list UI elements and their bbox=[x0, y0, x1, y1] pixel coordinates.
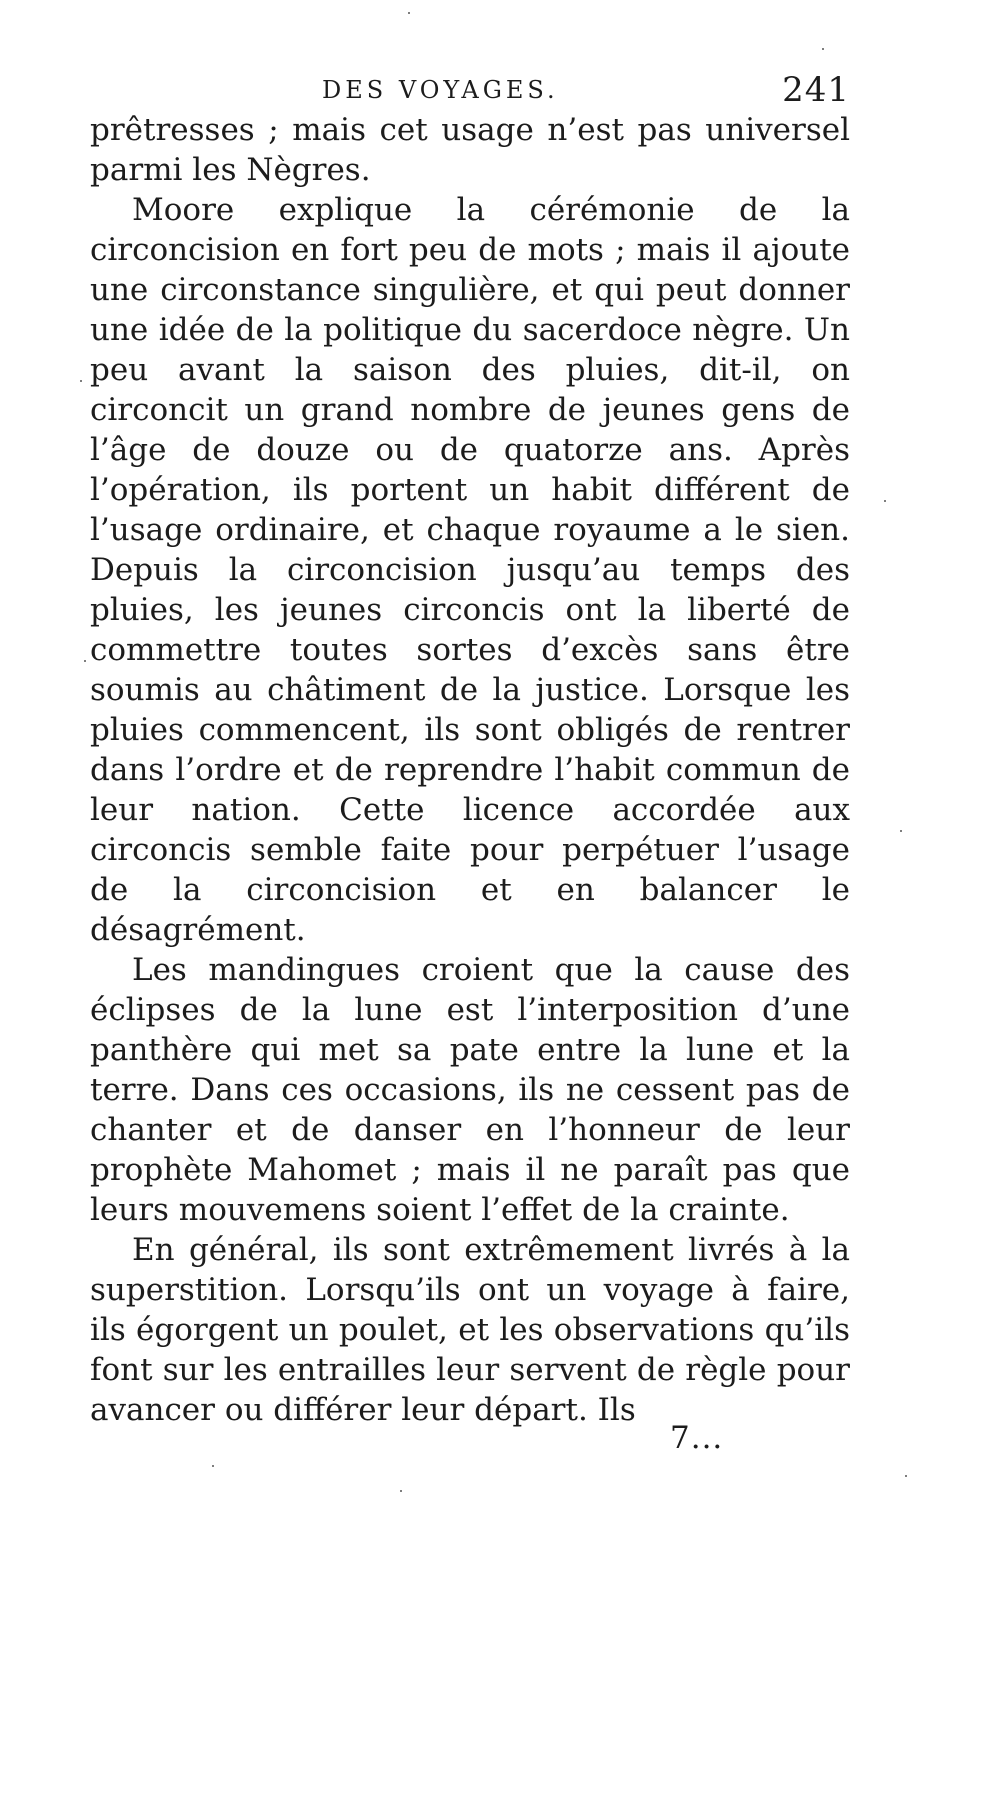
running-title: DES VOYAGES. bbox=[322, 76, 559, 104]
paper-speck bbox=[905, 1475, 907, 1477]
paper-speck bbox=[212, 1465, 214, 1467]
paper-speck bbox=[400, 1490, 402, 1492]
running-head bbox=[90, 70, 850, 110]
page-number: 241 bbox=[782, 70, 850, 110]
paper-speck bbox=[84, 660, 86, 662]
paper-speck bbox=[884, 500, 886, 502]
paper-speck bbox=[900, 830, 902, 832]
paragraph-eclipses: Les mandingues croient que la cause des éclipses de la lune est l’interposition d’une panthère qui met sa pate entre la lune et la terre. Dans ces occasions, ils ne cessent pas de chanter et de danser en l’honneur de leur prophète Mahomet ; mais il ne paraît pas que leurs mouvemens soient l’effet de la crainte. bbox=[90, 952, 850, 1228]
paper-speck bbox=[80, 380, 82, 382]
signature-mark: 7... bbox=[670, 1420, 724, 1456]
paper-speck bbox=[822, 48, 824, 50]
body-text bbox=[90, 110, 850, 1430]
paragraph-superstition: En général, ils sont extrêmement livrés à la superstition. Lorsqu’ils ont un voyage à faire, ils égorgent un poulet, et les observations qu’ils font sur les entrailles leur servent de règle pour avancer ou différer leur départ. Ils bbox=[90, 1232, 850, 1428]
paragraph-continuation: prêtresses ; mais cet usage n’est pas universel parmi les Nègres. bbox=[90, 112, 850, 188]
paragraph-circumcision: Moore explique la cérémonie de la circoncision en fort peu de mots ; mais il ajoute une circonstance singulière, et qui peut donner une idée de la politique du sacerdoce nègre. Un peu avant la saison des pluies, dit-il, on circoncit un grand nombre de jeunes gens de l’âge de douze ou de quatorze ans. Après l’opération, ils portent un habit différent de l’usage ordinaire, et chaque royaume a le sien. Depuis la circoncision jusqu’au temps des pluies, les jeunes circoncis ont la liberté de commettre toutes sortes d’excès sans être soumis au châtiment de la justice. Lorsque les pluies commencent, ils sont obligés de rentrer dans l’ordre et de reprendre l’habit commun de leur nation. Cette licence accordée aux circoncis semble faite pour perpétuer l’usage de la circoncision et en balancer le désagrément. bbox=[90, 192, 850, 948]
paper-speck bbox=[408, 12, 410, 14]
